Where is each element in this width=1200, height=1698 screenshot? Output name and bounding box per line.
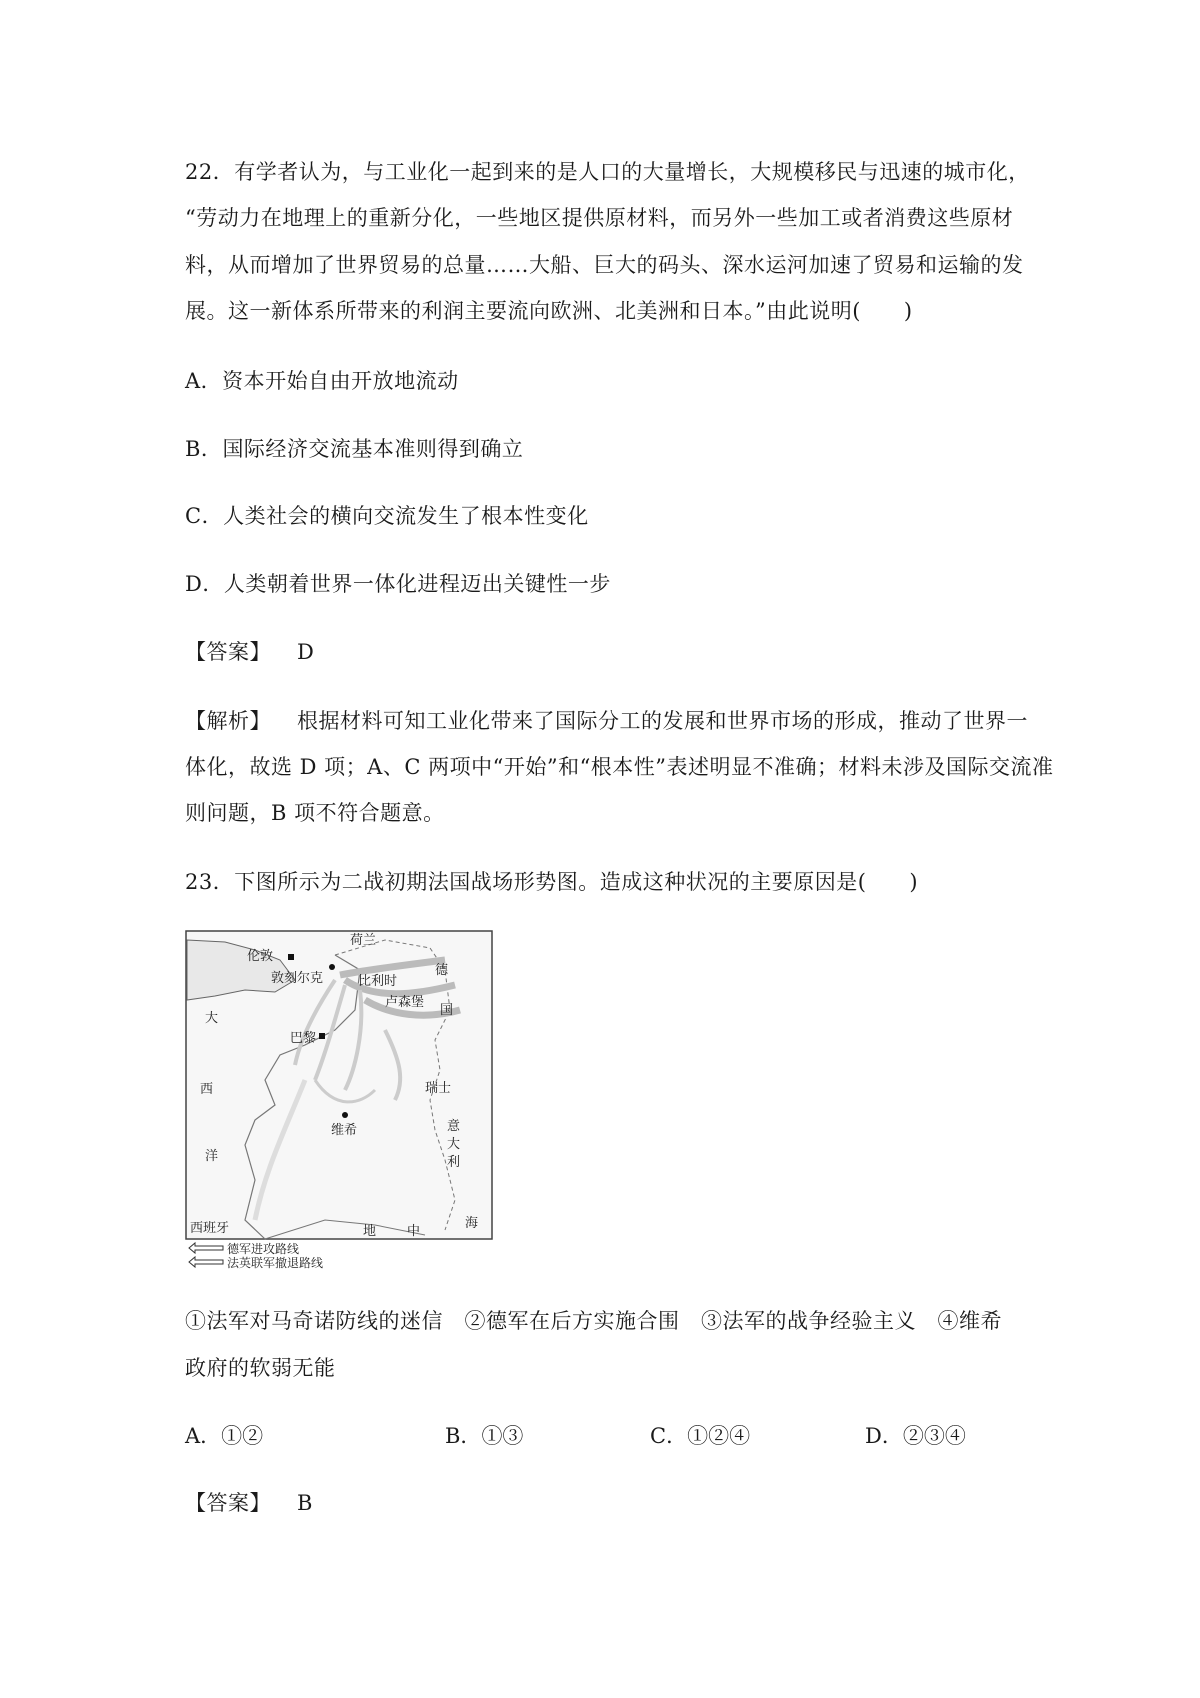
q22-option-a xyxy=(185,366,459,396)
q23-option-d xyxy=(865,1421,966,1451)
q22-analysis-line-2: 体化，故选 D 项；A、C 两项中“开始”和“根本性”表述明显不准确；材料未涉及国际交流准 xyxy=(185,755,1054,779)
q23-stem: 23．下图所示为二战初期法国战场形势图。造成这种状况的主要原因是( ) xyxy=(185,870,919,894)
map-label-italy-3: 利 xyxy=(447,1155,461,1170)
map-label-germany-1: 德 xyxy=(435,963,449,978)
q23-statements-line-2: 政府的软弱无能 xyxy=(185,1356,336,1380)
answer-value: B xyxy=(297,1491,313,1515)
q23-answer xyxy=(185,1488,313,1518)
option-label: A． xyxy=(185,369,223,393)
legend-allied-retreat: 法英联军撤退路线 xyxy=(227,1256,324,1270)
option-label: B． xyxy=(445,1424,482,1448)
q22-stem-line-3: 料，从而增加了世界贸易的总量……大船、巨大的码头、深水运河加速了贸易和运输的发 xyxy=(185,253,1024,277)
q22-stem-line-1: 22．有学者认为，与工业化一起到来的是人口的大量增长，大规模移民与迅速的城市化， xyxy=(185,160,1030,184)
vichy-marker xyxy=(342,1112,348,1118)
map-label-italy-1: 意 xyxy=(447,1119,461,1134)
analysis-text: 根据材料可知工业化带来了国际分工的发展和世界市场的形成，推动了世界一 xyxy=(297,709,1028,733)
q22-stem-line-4: 展。这一新体系所带来的利润主要流向欧洲、北美洲和日本。”由此说明( ) xyxy=(185,299,913,323)
option-text: 人类社会的横向交流发生了根本性变化 xyxy=(223,504,589,528)
answer-value: D xyxy=(297,640,315,664)
option-label: D． xyxy=(185,572,224,596)
answer-tag: 【答案】 xyxy=(185,1491,271,1515)
q22-analysis-line-1 xyxy=(185,706,1028,736)
analysis-tag: 【解析】 xyxy=(185,709,271,733)
paris-marker xyxy=(319,1033,325,1039)
map-label-london: 伦敦 xyxy=(247,949,274,964)
q23-option-c xyxy=(650,1421,750,1451)
option-text: ①②④ xyxy=(687,1424,751,1448)
legend-retreat-arrow-icon xyxy=(189,1257,223,1267)
q23-statements-line-1: ①法军对马奇诺防线的迷信 ②德军在后方实施合围 ③法军的战争经验主义 ④维希 xyxy=(185,1309,1002,1333)
map-label-italy-2: 大 xyxy=(447,1137,461,1152)
map-label-vichy: 维希 xyxy=(331,1123,358,1138)
q23-option-a xyxy=(185,1421,263,1451)
option-label: C． xyxy=(650,1424,688,1448)
q22-analysis-line-3: 则问题，B 项不符合题意。 xyxy=(185,801,445,825)
option-label: A． xyxy=(185,1424,222,1448)
answer-tag: 【答案】 xyxy=(185,640,271,664)
map-label-med-3: 海 xyxy=(465,1216,479,1231)
france-battlefield-map xyxy=(185,930,495,1270)
legend-german-route: 德军进攻路线 xyxy=(227,1242,300,1256)
q22-stem-line-2: “劳动力在地理上的重新分化，一些地区提供原材料，而另外一些加工或者消费这些原材 xyxy=(185,206,1014,230)
option-label: D． xyxy=(865,1424,903,1448)
map-label-atlantic-1: 大 xyxy=(205,1011,219,1026)
map-label-switzerland: 瑞士 xyxy=(425,1081,452,1096)
q22-option-c xyxy=(185,501,589,531)
london-marker xyxy=(288,954,294,960)
map-label-netherlands: 荷兰 xyxy=(350,933,377,948)
map-label-dunkirk: 敦刻尔克 xyxy=(271,971,324,986)
map-svg xyxy=(185,930,495,1270)
option-text: 资本开始自由开放地流动 xyxy=(222,369,459,393)
map-label-spain: 西班牙 xyxy=(190,1221,230,1236)
option-text: ①③ xyxy=(481,1424,524,1448)
map-label-paris: 巴黎 xyxy=(290,1031,317,1046)
map-label-med-1: 地 xyxy=(363,1224,377,1239)
legend-german-arrow-icon xyxy=(189,1243,223,1253)
option-text: 人类朝着世界一体化进程迈出关键性一步 xyxy=(223,572,611,596)
q22-option-d xyxy=(185,569,611,599)
map-label-luxembourg: 卢森堡 xyxy=(385,995,425,1010)
option-text: ②③④ xyxy=(902,1424,966,1448)
map-label-atlantic-2: 西 xyxy=(200,1082,214,1097)
option-text: 国际经济交流基本准则得到确立 xyxy=(222,437,524,461)
option-label: B． xyxy=(185,437,223,461)
option-text: ①② xyxy=(221,1424,264,1448)
map-label-atlantic-3: 洋 xyxy=(205,1149,219,1164)
q22-answer xyxy=(185,637,314,667)
q22-option-b xyxy=(185,434,523,464)
option-label: C． xyxy=(185,504,224,528)
q23-option-b xyxy=(445,1421,523,1451)
dunkirk-marker xyxy=(329,964,335,970)
map-label-germany-2: 国 xyxy=(440,1003,454,1018)
map-label-med-2: 中 xyxy=(407,1224,421,1239)
map-label-belgium: 比利时 xyxy=(358,974,398,989)
